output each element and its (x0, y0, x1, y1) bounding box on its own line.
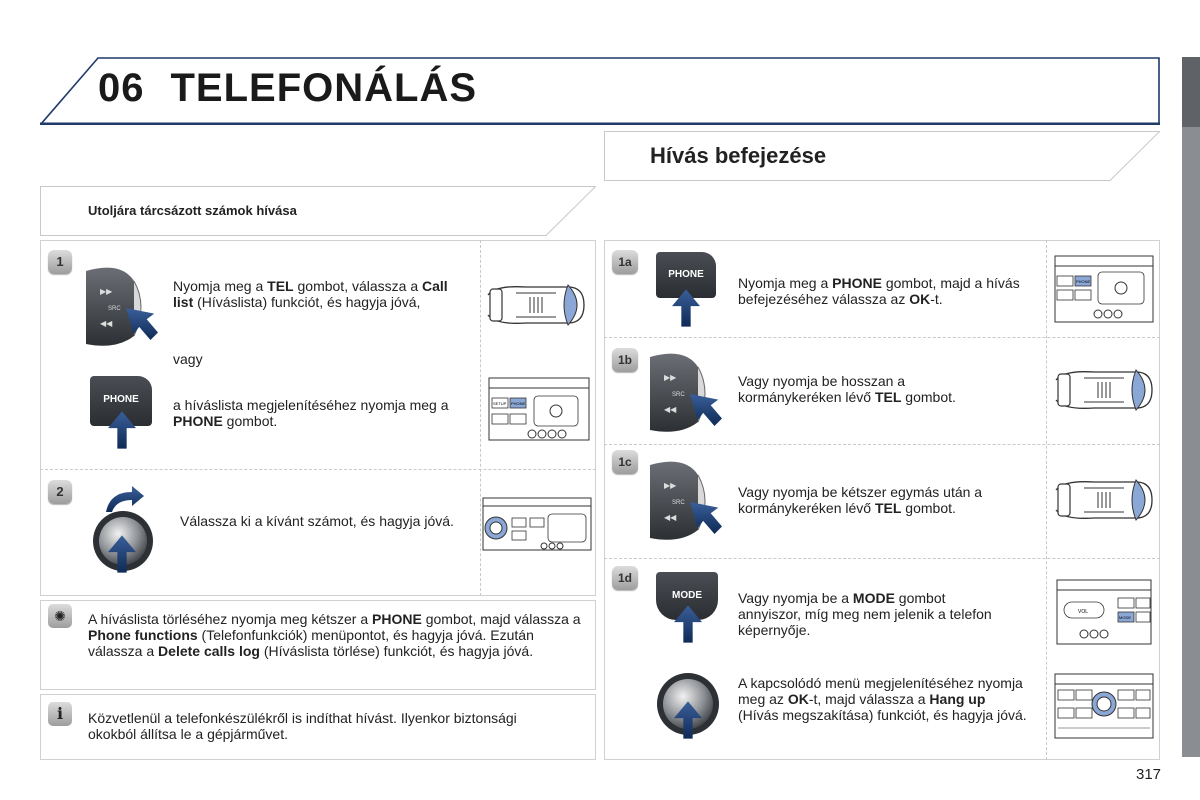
step-badge-2: 2 (48, 480, 72, 504)
step-separator (604, 558, 1160, 559)
radio-knob-diagram (482, 494, 592, 554)
radio-mode-label: MODE (1119, 615, 1131, 620)
step-separator (40, 469, 596, 470)
chapter-name: TELEFONÁLÁS (170, 66, 478, 110)
step1b-text: Vagy nyomja be hosszan a kormánykeréken lévő TEL gombot. (738, 373, 956, 405)
right-panel-divider (1046, 240, 1047, 760)
press-arrow-icon (690, 394, 722, 426)
step-badge-1a: 1a (612, 250, 638, 274)
steering-stalk-diagram (486, 275, 586, 335)
step1e-text: A kapcsolódó menü megjelenítéséhez nyomja meg az OK-t, majd válassza a Hang up (Hívás megszakítása) funkciót, és hagyja jóvá. (738, 675, 1027, 723)
radio-panel-diagram (1054, 250, 1154, 326)
step-badge-1c: 1c (612, 450, 638, 474)
tip-lightbulb-icon: ✺ (48, 604, 72, 628)
step1c-text: Vagy nyomja be kétszer egymás után a kormánykeréken lévő TEL gombot. (738, 484, 983, 516)
phone-button-label: PHONE (668, 269, 704, 280)
section-title: Hívás befejezése (650, 143, 827, 168)
radio-mode-diagram (1056, 574, 1152, 648)
radio-vol-label: VOL (1078, 609, 1089, 615)
press-up-arrow-icon (674, 604, 702, 644)
step-badge-1b: 1b (612, 348, 638, 372)
step1-text-tel: Nyomja meg a TEL gombot, válassza a Call list (Híváslista) funkciót, és hagyja jóvá, (173, 278, 448, 310)
info-text: Közvetlenül a telefonkészülékről is indíthat hívást. Ilyenkor biztonsági okokból állítsa le a gépjárművet. (88, 710, 517, 742)
mode-button-label: MODE (672, 590, 702, 601)
step-badge-1d: 1d (612, 566, 638, 590)
phone-button-label: PHONE (103, 394, 139, 405)
press-up-arrow-icon (672, 288, 700, 328)
tip-text: A híváslista törléséhez nyomja meg kétszer a PHONE gombot, majd válassza a Phone functions (Telefonfunkciók) menüpontot, és hagyja jóvá. Ezután válassza a Delete calls log (Híváslista törlése) funkciót, és hagyja jóvá. (88, 611, 581, 659)
step1-or: vagy (173, 351, 203, 367)
step1d-text: Vagy nyomja be a MODE gombot annyiszor, míg meg nem jelenik a telefon képernyője. (738, 590, 992, 638)
subsection-title: Utoljára tárcsázott számok hívása (88, 203, 297, 218)
chapter-title (98, 66, 477, 111)
press-up-arrow-icon (108, 410, 136, 450)
press-arrow-icon (690, 502, 722, 534)
radio-phone-label: PHONE (1076, 279, 1091, 284)
chapter-number: 06 (98, 66, 145, 110)
press-up-arrow-icon (108, 534, 136, 574)
info-icon: i (48, 702, 72, 726)
step-separator (604, 337, 1160, 338)
steering-stalk-diagram (1054, 360, 1154, 420)
radio-panel-diagram (488, 374, 590, 444)
step1a-text: Nyomja meg a PHONE gombot, majd a hívás befejezéséhez válassza az OK-t. (738, 275, 1020, 307)
step-separator (604, 444, 1160, 445)
radio-ok-diagram (1054, 668, 1154, 742)
radio-phone-label: PHONE (511, 401, 526, 406)
chapter-side-tab (1182, 57, 1200, 757)
press-arrow-icon (126, 308, 158, 340)
left-panel-divider (480, 240, 481, 596)
step2-text: Válassza ki a kívánt számot, és hagyja jóvá. (180, 513, 454, 529)
steering-stalk-diagram (1054, 470, 1154, 530)
radio-setup-label: SETUP (493, 401, 507, 406)
page-number: 317 (1136, 766, 1162, 783)
step-badge-1: 1 (48, 250, 72, 274)
press-up-arrow-icon (674, 700, 702, 740)
step1-text-phone: a híváslista megjelenítéséhez nyomja meg a PHONE gombot. (173, 397, 449, 429)
